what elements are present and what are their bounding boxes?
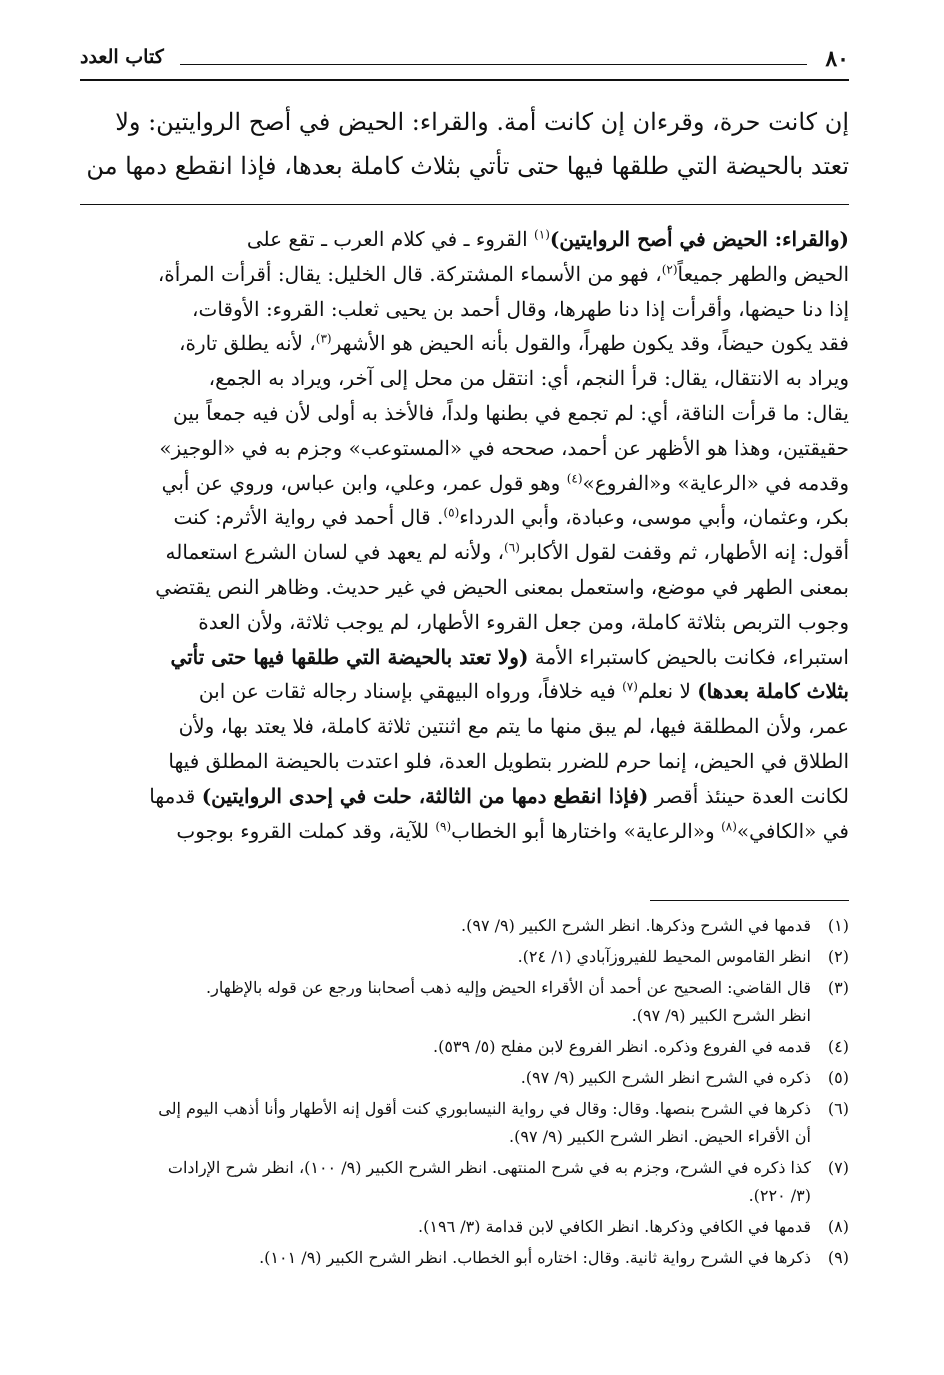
commentary-divider	[80, 204, 849, 205]
footnote-text: ذكره في الشرح انظر الشرح الكبير (٩/ ٩٧).	[520, 1068, 811, 1087]
commentary-line	[80, 535, 849, 570]
commentary-line	[80, 466, 849, 501]
text-run: ، لأنه يطلق تارة،	[179, 331, 316, 356]
commentary-line	[80, 814, 849, 849]
footnote-ref[interactable]: (١)	[534, 227, 550, 242]
commentary-line: الطلاق في الحيض، إنما حرم للضرر بتطويل العدة، فلو اعتدت بالحيضة المطلق فيها	[168, 748, 849, 773]
page-number: ٨٠	[825, 46, 849, 72]
footnote-text: أن الأقراء الحيض. انظر الشرح الكبير (٩/ ٩٧).	[509, 1127, 811, 1146]
footnotes	[80, 912, 849, 1275]
footnote-ref[interactable]: (٨)	[721, 818, 737, 833]
commentary-line	[80, 674, 849, 709]
footnote-ref[interactable]: (٩)	[435, 818, 452, 833]
footnote-number: (٨)	[827, 1217, 849, 1236]
text-run: لا نعلم	[637, 679, 698, 704]
text-run: استبراء، فكانت بالحيض كاستبراء الأمة	[528, 644, 849, 669]
header-fill-line	[180, 64, 807, 65]
text-run: . قال أحمد في رواية الأثرم: كنت	[173, 505, 444, 530]
text-run: بكر، وعثمان، وأبي موسى، وعبادة، وأبي الدرداء	[459, 505, 849, 530]
footnote-number: (٥)	[827, 1068, 849, 1087]
commentary-line: حقيقتين، وهذا هو الأظهر عن أحمد، صححه في «المستوعب» وجزم به في «الوجيز»	[159, 435, 849, 460]
header-rule	[80, 79, 849, 81]
quoted-text: الحيض في أصح الروايتين)	[549, 227, 768, 251]
footnote-ref[interactable]: (٣)	[315, 331, 332, 346]
text-run: في «الكافي»	[736, 818, 849, 843]
footnote-ref[interactable]: (٤)	[566, 470, 583, 485]
commentary-line: يقال: ما قرأت الناقة، أي: لم تجمع في بطنها ولداً، فالأخذ به أولى لأن فيه جمعاً بين	[172, 400, 849, 425]
text-run: وقدمه في «الرعاية» و«الفروع»	[582, 470, 849, 495]
quoted-text: بثلاث كاملة بعدها)	[697, 679, 849, 704]
footnote-number: (٧)	[827, 1158, 849, 1177]
commentary-line	[80, 500, 849, 535]
text-run: و«الرعاية» واختارها أبو الخطاب	[451, 818, 722, 843]
footnote-number: (٤)	[827, 1037, 849, 1056]
matn-text	[80, 100, 849, 188]
text-run: قدمها	[149, 783, 202, 808]
commentary-line	[80, 222, 849, 257]
footnote-text: قدمها في الكافي وذكرها. انظر الكافي لابن قدامة (٣/ ١٩٦).	[418, 1217, 811, 1236]
footnote-number: (٣)	[827, 978, 849, 997]
text-run: ، فهو من الأسماء المشتركة. قال الخليل: يقال: أقرأت المرأة،	[157, 261, 662, 286]
footnote	[80, 1244, 849, 1272]
text-run: القروء ـ في كلام العرب ـ تقع على	[246, 227, 535, 251]
commentary-text	[80, 222, 849, 848]
footnote-number: (٦)	[827, 1099, 849, 1118]
matn-line: إن كانت حرة، وقرءان إن كانت أمة. والقراء: الحيض في أصح الروايتين: ولا	[115, 108, 849, 136]
commentary-line: ويراد به الانتقال، يقال: قرأ النجم، أي: انتقل من محل إلى آخر، ويراد به الجمع،	[208, 366, 849, 391]
footnote	[80, 974, 849, 1030]
footnote-text: ذكرها في الشرح رواية ثانية. وقال: اختاره أبو الخطاب. انظر الشرح الكبير (٩/ ١٠١).	[259, 1248, 811, 1267]
footnote-number: (٢)	[827, 947, 849, 966]
footnote-number: (٩)	[827, 1248, 849, 1267]
footnote	[80, 1064, 849, 1092]
text-run: ، ولأنه لم يعهد في لسان الشرع استعماله	[165, 540, 505, 565]
footnote-ref[interactable]: (٥)	[443, 505, 460, 520]
commentary-line: عمر، ولأن المطلقة فيها، لم يبق منها ما يتم مع اثنتين ثلاثة كاملة، فلا يعتد بها، ولأن	[178, 714, 849, 739]
footnote	[80, 1095, 849, 1151]
footnote-text: ذكرها في الشرح بنصها. وقال: وقال في رواية النيسابوري كنت أقول إنه الأطهار وأنا أذهب اليوم إلى	[158, 1099, 811, 1118]
footnote-text: (٣/ ٢٢٠).	[748, 1186, 811, 1205]
quoted-text: (والقراء:	[767, 227, 849, 251]
text-run: فقد يكون حيضاً، وقد يكون طهراً، والقول بأنه الحيض هو الأشهر	[331, 331, 849, 356]
text-run: للآية، وقد كملت القروء بوجوب	[176, 818, 436, 843]
commentary-line	[80, 326, 849, 361]
footnote-text: كذا ذكره في الشرح، وجزم به في شرح المنتهى. انظر الشرح الكبير (٩/ ١٠٠)، انظر شرح الإرادات	[167, 1158, 811, 1177]
text-run: وهو قول عمر، وعلي، وابن عباس، وروي عن أبي	[161, 470, 567, 495]
footnote	[80, 943, 849, 971]
footnote	[80, 1033, 849, 1061]
quoted-text: (ولا تعتد بالحيضة التي طلقها فيها حتى تأتي	[170, 644, 529, 669]
footnote-text: انظر القاموس المحيط للفيروزآبادي (١/ ٢٤).	[517, 947, 811, 966]
commentary-line: بمعنى الطهر في موضع، واستعمل بمعنى الحيض في غير حديث. وظاهر النص يقتضي	[155, 574, 849, 599]
page-header	[80, 46, 849, 76]
text-run: أقول: إنه الأطهار، ثم وقفت لقول الأكابر	[519, 540, 849, 565]
footnote-text: قال القاضي: الصحيح عن أحمد أن الأقراء الحيض وإليه ذهب أصحابنا ورجع عن قوله بالإظهار.	[206, 978, 811, 997]
footnote-number: (١)	[827, 916, 849, 935]
commentary-line	[80, 257, 849, 292]
footnote-text: انظر الشرح الكبير (٩/ ٩٧).	[631, 1006, 811, 1025]
footnote-ref[interactable]: (٧)	[622, 679, 638, 694]
footnote	[80, 912, 849, 940]
footnote-ref[interactable]: (٢)	[661, 262, 678, 277]
footnote	[80, 1213, 849, 1241]
running-title: كتاب العدد	[80, 46, 164, 68]
footnote-text: قدمها في الشرح وذكرها. انظر الشرح الكبير (٩/ ٩٧).	[461, 916, 811, 935]
footnote-divider	[650, 900, 849, 901]
footnote-text: قدمه في الفروع وذكره. انظر الفروع لابن مفلح (٥/ ٥٣٩).	[433, 1037, 811, 1056]
text-run: فيه خلافاً، ورواه البيهقي بإسناد رجاله ثقات عن ابن	[198, 679, 623, 704]
matn-line: تعتد بالحيضة التي طلقها فيها حتى تأتي بثلاث كاملة بعدها، فإذا انقطع دمها من	[86, 152, 849, 180]
commentary-line	[80, 779, 849, 814]
commentary-line: إذا دنا حيضها، وأقرأت إذا دنا طهرها، وقال أحمد بن يحيى ثعلب: القروء: الأوقات،	[192, 296, 849, 321]
quoted-text: (فإذا انقطع دمها من الثالثة، حلت في إحدى الروايتين)	[201, 783, 649, 808]
footnote	[80, 1154, 849, 1210]
commentary-line	[80, 640, 849, 675]
commentary-line: وجوب التربص بثلاثة كاملة، ومن جعل القروء الأطهار، لم يوجب ثلاثة، ولأن العدة	[198, 609, 849, 634]
text-run: الحيض والطهر جميعاً	[677, 261, 849, 286]
footnote-ref[interactable]: (٦)	[504, 540, 520, 555]
text-run: لكانت العدة حينئذ أقصر	[648, 783, 849, 808]
